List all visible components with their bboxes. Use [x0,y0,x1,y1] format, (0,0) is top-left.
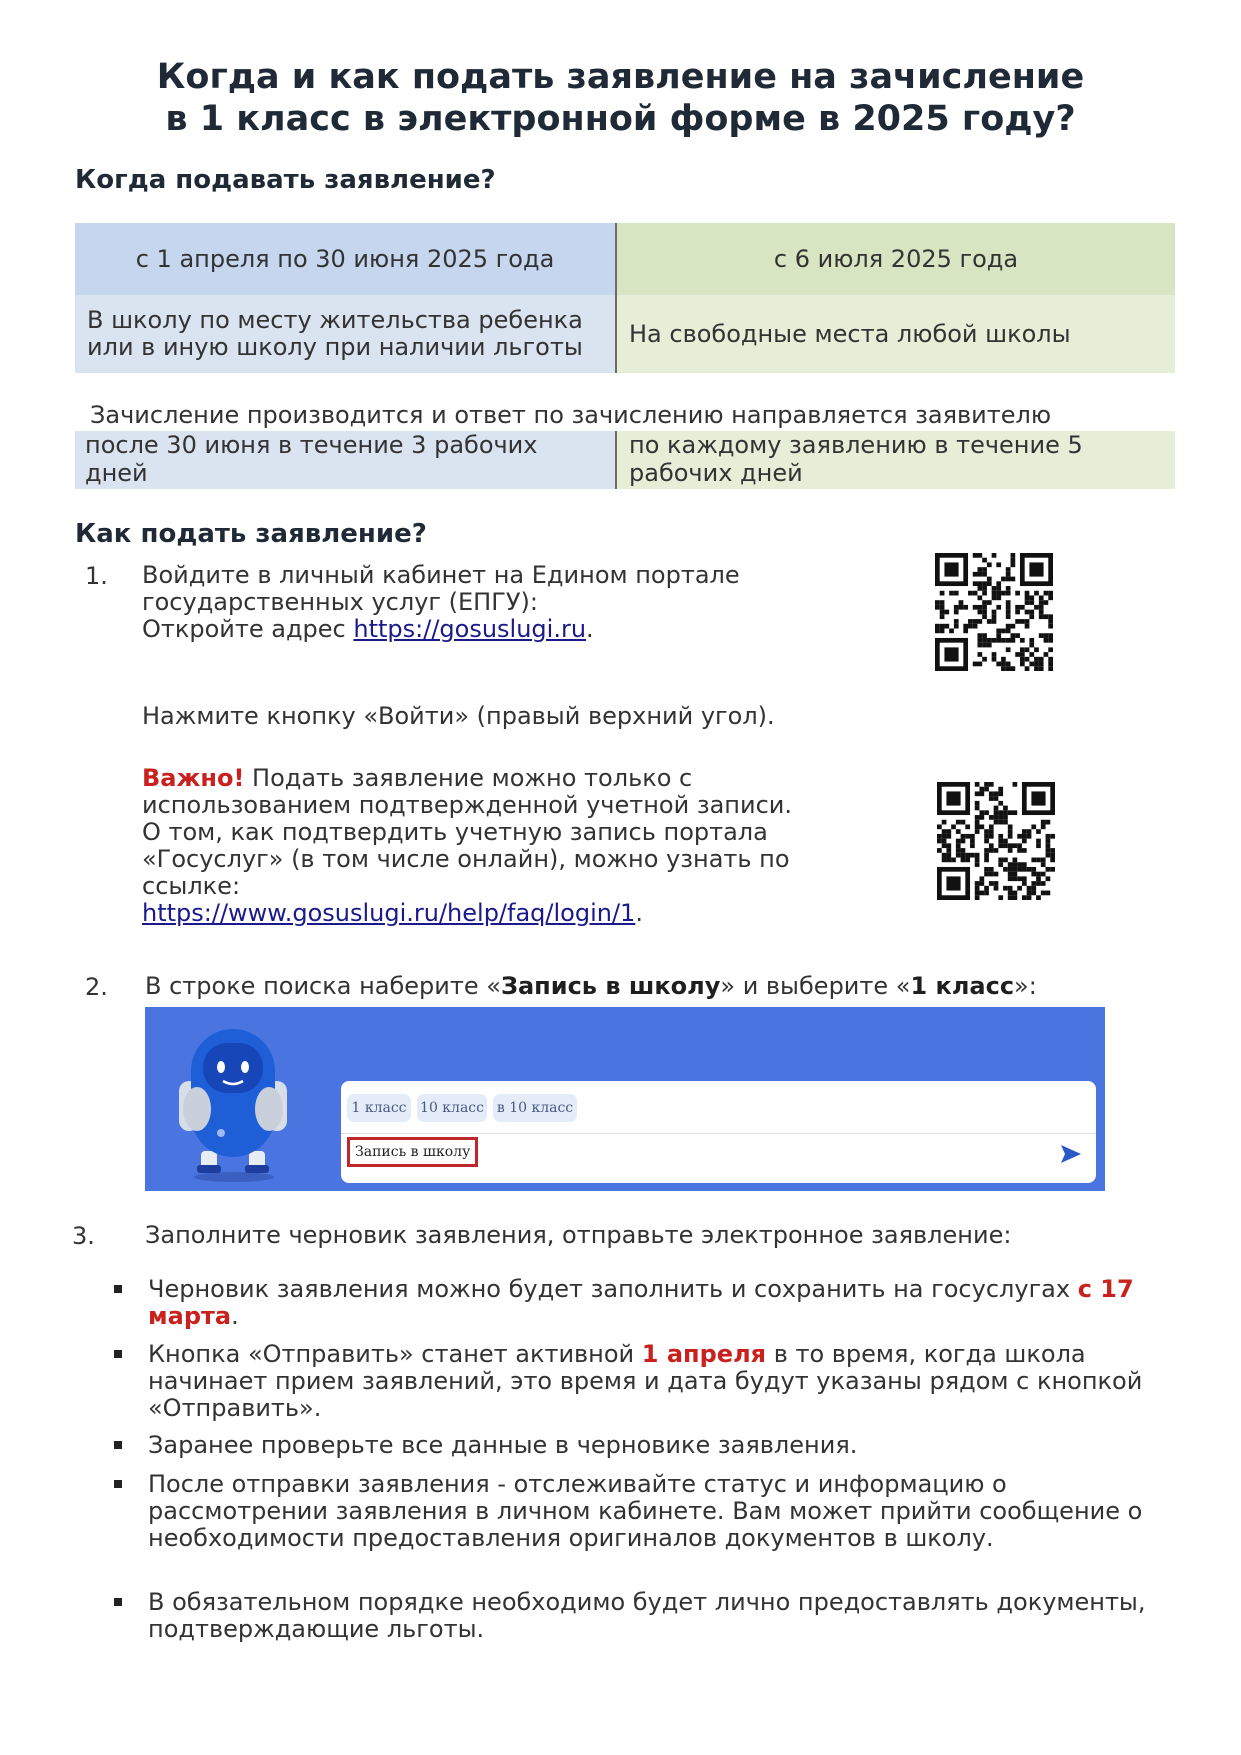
chip-1-class[interactable]: 1 класс [347,1094,411,1122]
when-heading: Когда подавать заявление? [75,165,496,195]
panel-divider [341,1133,1096,1134]
bullet-2-text: в то время, когда школа начинает прием заявлений, это время и дата будут указаны рядом с кнопкой «Отправить». [148,1340,1143,1422]
bullet-3: Заранее проверьте все данные в черновике заявления. [148,1431,858,1459]
step2-middle: » и выберите « [720,972,911,1000]
bullet-icon [114,1598,122,1606]
important-text: Подать заявление можно только с использованием подтвержденной учетной записи. [142,764,793,819]
open-prefix: Откройте адрес [142,615,354,643]
col2-body: На свободные места любой школы [617,295,1175,373]
faq-link[interactable]: https://www.gosuslugi.ru/help/faq/login/1 [142,899,636,927]
bullet-1-suffix: . [231,1302,239,1330]
step2-suffix: »: [1014,972,1037,1000]
step1-number: 1. [85,562,108,590]
bullet-5: В обязательном порядке необходимо будет лично предоставлять документы, подтверждающие льготы. [148,1588,1146,1643]
col1-answer: после 30 июня в течение 3 рабочих дней [75,431,615,489]
step1-block [142,562,842,643]
bullet-icon [114,1441,122,1449]
bullet-icon [114,1285,122,1293]
col1-body: В школу по месту жительства ребенка или в иную школу при наличии льготы [75,295,615,373]
robot-mascot-icon [169,1019,299,1184]
table-divider [615,223,617,373]
qr-code-icon [935,553,1053,671]
faq-suffix: . [635,899,643,927]
bullet-2-prefix: Кнопка «Отправить» станет активной [148,1340,642,1368]
confirm-text: О том, как подтвердить учетную запись портала «Госуслуг» (в том числе онлайн), можно узнать по ссылке: [142,818,790,900]
step2-number: 2. [85,973,108,1001]
open-suffix: . [586,615,594,643]
important-line [142,765,842,819]
bullet-2-date: 1 апреля [641,1340,767,1368]
step2-text [145,973,1195,1000]
bullet-4: После отправки заявления - отслеживайте статус и информацию о рассмотрении заявления в личном кабинете. Вам может прийти сообщение о необходимости предоставления оригиналов документов в школу. [148,1470,1143,1552]
enrollment-note: Зачисление производится и ответ по зачислению направляется заявителю [90,401,1052,429]
step2-prefix: В строке поиска наберите « [145,972,501,1000]
bullet-1-text: Черновик заявления можно будет заполнить и сохранить на госуслугах [148,1275,1078,1303]
login-instruction: Нажмите кнопку «Войти» (правый верхний угол). [142,702,775,730]
step3-number: 3. [72,1222,95,1250]
step1-open-line [142,616,842,643]
answer-divider [615,431,617,489]
bullet-icon [114,1480,122,1488]
step3-text: Заполните черновик заявления, отправьте электронное заявление: [145,1221,1012,1249]
bullet-2 [148,1341,1188,1422]
search-input[interactable]: Запись в школу [347,1137,478,1167]
gosuslugi-link[interactable]: https://gosuslugi.ru [353,615,587,643]
send-arrow-icon[interactable] [1059,1143,1083,1165]
col2-answer: по каждому заявлению в течение 5 рабочих дней [617,431,1175,489]
important-label: Важно! [142,764,245,792]
step2-bold-school: Запись в школу [500,972,721,1000]
bullet-1-date: с 17 марта [148,1275,1134,1330]
col2-header: с 6 июля 2025 года [617,223,1175,295]
search-panel [341,1081,1096,1183]
step2-bold-class: 1 класс [910,972,1015,1000]
how-heading: Как подать заявление? [75,519,427,549]
qr-code-icon [937,782,1055,900]
important-block [142,765,842,927]
step1-text: Войдите в личный кабинет на Едином портале государственных услуг (ЕПГУ): [142,561,740,616]
col1-header: с 1 апреля по 30 июня 2025 года [75,223,615,295]
faq-line [142,900,842,927]
bullet-1 [148,1276,1188,1330]
title-line-2: в 1 класс в электронной форме в 2025 году? [165,99,1076,139]
page-title [60,56,1181,140]
bullet-icon [114,1350,122,1358]
chip-10-class[interactable]: 10 класс [417,1094,487,1122]
search-banner [145,1007,1105,1191]
title-line-1: Когда и как подать заявление на зачисление [156,57,1085,97]
chip-in-10-class[interactable]: в 10 класс [493,1094,577,1122]
